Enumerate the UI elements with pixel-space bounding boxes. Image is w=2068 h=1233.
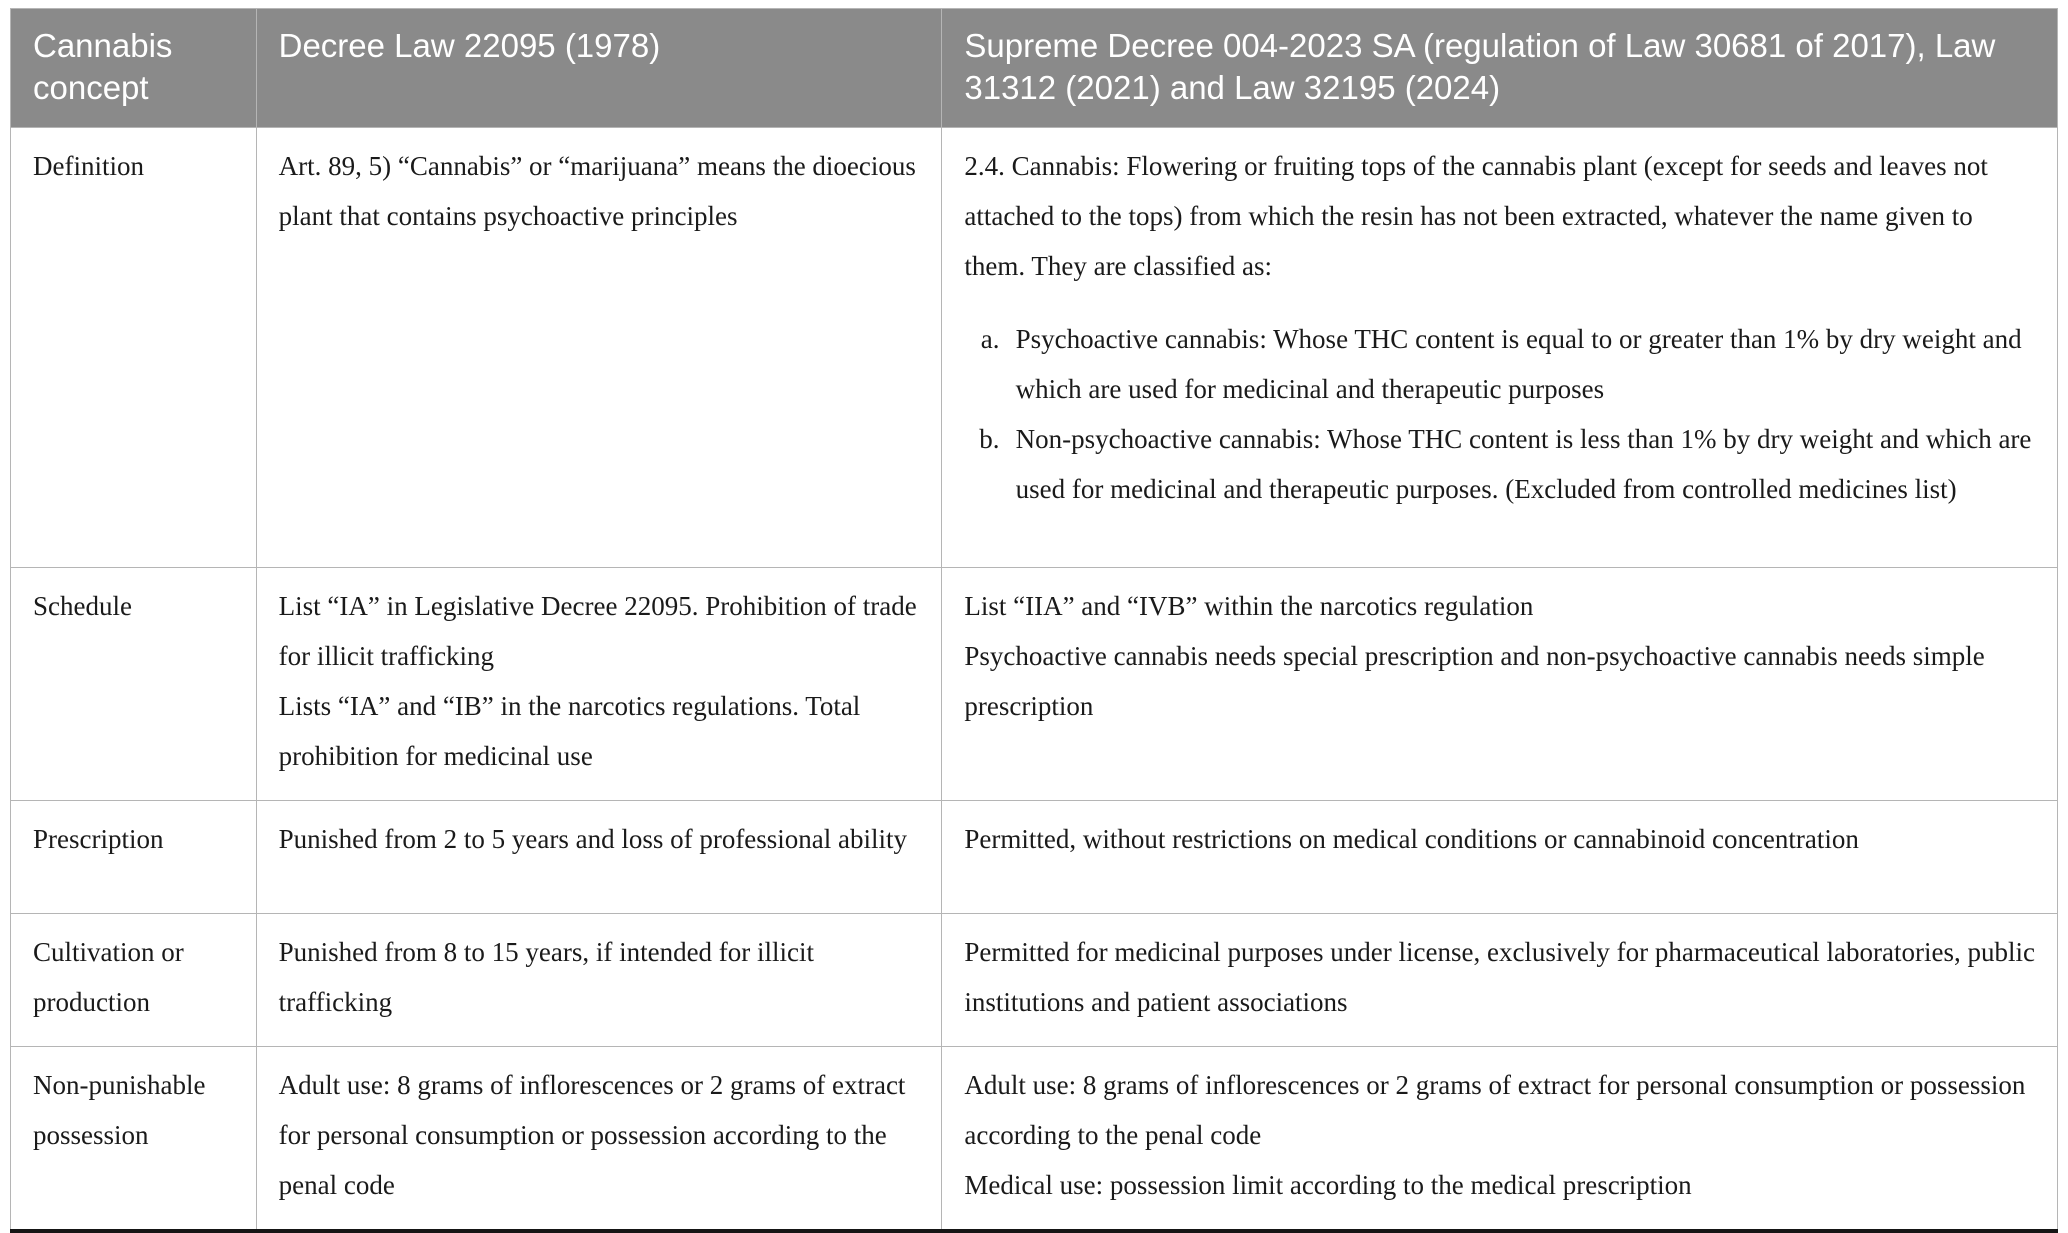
paragraph: Lists “IA” and “IB” in the narcotics regulations. Total prohibition for medicinal use <box>278 691 861 772</box>
cell-possession-1978 <box>256 1047 942 1231</box>
list-item-non-psychoactive: b. Non-psychoactive cannabis: Whose THC content is less than 1% by dry weight and which are used for medicinal and therapeutic purposes. (Excluded from controlled medicines list) <box>1006 415 2035 515</box>
list-item-psychoactive: a. Psychoactive cannabis: Whose THC content is equal to or greater than 1% by dry weight and which are used for medicinal and therapeutic purposes <box>1006 315 2035 415</box>
cell-definition-2023 <box>942 128 2058 568</box>
paragraph: 2.4. Cannabis: Flowering or fruiting tops of the cannabis plant (except for seeds and leaves not attached to the tops) from which the resin has not been extracted, whatever the name given to them. They are classified as: <box>964 151 1988 282</box>
paragraph: List “IIA” and “IVB” within the narcotics regulation <box>964 591 1534 622</box>
row-label-prescription: Prescription <box>11 801 257 914</box>
cell-cultivation-2023 <box>942 914 2058 1047</box>
table-row-definition <box>11 128 2058 568</box>
cannabis-legislation-comparison-table <box>10 8 2058 1233</box>
paragraph: Medical use: possession limit according to the medical prescription <box>964 1169 1692 1200</box>
header-supreme-decree-2023: Supreme Decree 004-2023 SA (regulation of Law 30681 of 2017), Law 31312 (2021) and Law 32195 (2024) <box>942 9 2058 128</box>
header-decree-law-1978: Decree Law 22095 (1978) <box>256 9 942 128</box>
cell-schedule-2023 <box>942 568 2058 801</box>
paragraph: Punished from 8 to 15 years, if intended for illicit trafficking <box>278 937 815 1018</box>
paragraph: Adult use: 8 grams of inflorescences or 2 grams of extract for personal consumption or possession according to the penal code <box>278 1070 906 1200</box>
paragraph: List “IA” in Legislative Decree 22095. Prohibition of trade for illicit trafficking <box>278 591 917 672</box>
paragraph: Adult use: 8 grams of inflorescences or 2 grams of extract for personal consumption or possession according to the penal code <box>964 1070 2026 1151</box>
cell-schedule-1978 <box>256 568 942 801</box>
row-label-non-punishable-possession: Non-punishable possession <box>11 1047 257 1231</box>
cannabis-classification-list <box>964 315 2035 515</box>
table-header-row <box>11 9 2058 128</box>
cell-definition-1978 <box>256 128 942 568</box>
row-label-cultivation-production: Cultivation or production <box>11 914 257 1047</box>
cell-prescription-2023 <box>942 801 2058 914</box>
paragraph: Art. 89, 5) “Cannabis” or “marijuana” means the dioecious plant that contains psychoactive principles <box>278 151 916 232</box>
cell-prescription-1978 <box>256 801 942 914</box>
cell-possession-2023 <box>942 1047 2058 1231</box>
row-label-schedule: Schedule <box>11 568 257 801</box>
table-row-prescription <box>11 801 2058 914</box>
paragraph: Punished from 2 to 5 years and loss of professional ability <box>278 824 908 855</box>
table-row-cultivation-production <box>11 914 2058 1047</box>
paragraph: Permitted, without restrictions on medical conditions or cannabinoid concentration <box>964 824 1859 855</box>
paragraph: Psychoactive cannabis needs special prescription and non-psychoactive cannabis needs simple prescription <box>964 641 1985 722</box>
header-cannabis-concept: Cannabis concept <box>11 9 257 128</box>
cell-cultivation-1978 <box>256 914 942 1047</box>
table-row-non-punishable-possession <box>11 1047 2058 1231</box>
row-label-definition: Definition <box>11 128 257 568</box>
table-row-schedule <box>11 568 2058 801</box>
paragraph: Permitted for medicinal purposes under license, exclusively for pharmaceutical laboratories, public institutions and patient associations <box>964 937 2035 1018</box>
